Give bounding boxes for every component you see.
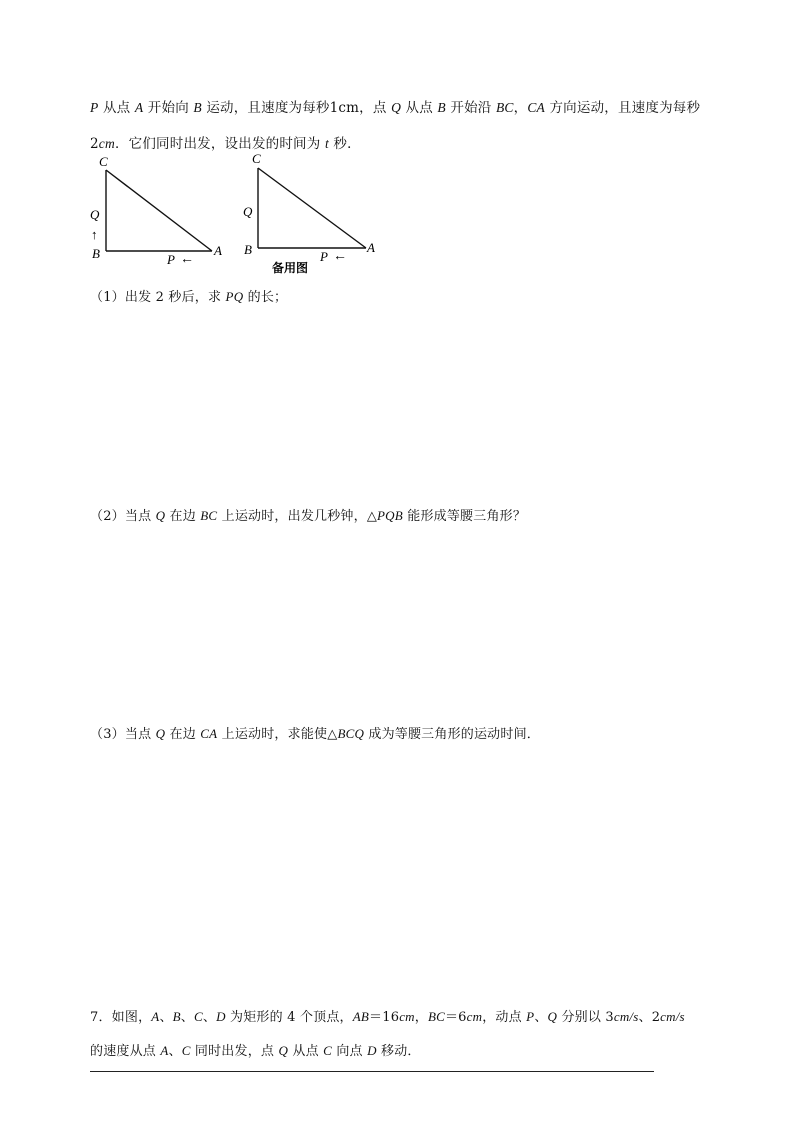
unit-cm: cm (98, 136, 115, 151)
unit-cm: cm (466, 1009, 483, 1024)
problem7-text-line1 (90, 1006, 685, 1025)
question-3 (90, 723, 540, 742)
unit-speed: cm/s (660, 1009, 685, 1024)
var-P: P (90, 100, 99, 115)
var-Q: Q (155, 726, 166, 741)
spare-figure-caption: 备用图 (272, 261, 309, 275)
var-B: B (437, 100, 446, 115)
var-Q: Q (391, 100, 402, 115)
label-C: C (99, 154, 108, 169)
var-D: D (367, 1043, 377, 1058)
var-CA: CA (200, 726, 218, 741)
arrow-left-icon: ← (180, 252, 194, 267)
footer-divider (90, 1071, 654, 1072)
var-C: C (194, 1009, 203, 1024)
text: （2）当点 (90, 509, 156, 524)
label-Q: Q (90, 207, 100, 222)
edge-CA (106, 170, 212, 251)
text: ．它们同时出发，设出发的时间为 (114, 136, 325, 152)
var-A: A (160, 1043, 169, 1058)
problem7-text-line2 (90, 1040, 421, 1059)
unit-speed: cm/s (613, 1009, 639, 1024)
var-Q: Q (278, 1043, 289, 1058)
triangle-figure-main (82, 148, 232, 268)
var-t: t (324, 136, 329, 151)
var-B: B (193, 100, 202, 115)
var-Q: Q (547, 1009, 558, 1024)
label-A: A (367, 240, 375, 255)
text: 在边 (165, 727, 201, 742)
arrow-left-icon: ← (333, 249, 347, 264)
var-BC: BC (200, 508, 218, 523)
var-D: D (216, 1009, 226, 1024)
text: 的速度从点 (90, 1044, 161, 1059)
var-B: B (172, 1009, 181, 1024)
label-P: P (167, 252, 175, 267)
text: 上运动时，出发几秒钟，△ (217, 509, 378, 524)
var-PQB: PQB (377, 508, 403, 523)
text: 移动． (376, 1044, 421, 1059)
label-A: A (214, 243, 222, 258)
text: 分别以 3 (557, 1010, 614, 1025)
text: 的长； (243, 290, 288, 305)
text: 在边 (165, 509, 201, 524)
label-Q: Q (243, 204, 253, 219)
text: （1）出发 2 秒后，求 (90, 290, 226, 305)
text: 、 (534, 1010, 548, 1025)
var-BC: BC (427, 1009, 445, 1024)
text: 、 (202, 1010, 217, 1025)
text: 能形成等腰三角形？ (402, 509, 527, 524)
text: 向点 (332, 1044, 368, 1059)
text: ＝6 (444, 1010, 467, 1025)
question-2 (90, 505, 526, 524)
edge-CA (258, 168, 366, 248)
text: 方向运动，且速度为每秒 (544, 100, 701, 116)
text: （3）当点 (90, 727, 156, 742)
label-C: C (252, 151, 261, 166)
var-P: P (526, 1009, 535, 1024)
var-Q: Q (155, 508, 166, 523)
text: 运动，且速度为每秒1cm，点 (201, 100, 392, 116)
var-BC: BC (495, 100, 514, 115)
var-BCQ: BCQ (337, 726, 365, 741)
text: ， (513, 100, 528, 116)
var-CA: CA (527, 100, 545, 115)
text: 从点 (401, 100, 438, 116)
text: 上运动时，求能使△ (217, 727, 338, 742)
unit-cm: cm (399, 1009, 415, 1024)
number: 2 (90, 136, 99, 152)
triangle-diagram-spare (238, 148, 388, 278)
text: 从点 (98, 100, 135, 116)
triangle-figure-spare (238, 148, 388, 278)
text: 、2 (638, 1010, 661, 1025)
var-PQ: PQ (225, 289, 244, 304)
question-1 (90, 286, 287, 305)
text: 、 (159, 1010, 173, 1025)
text: ＝16 (369, 1010, 400, 1025)
text: 同时出发，点 (190, 1044, 279, 1059)
text: 开始沿 (445, 100, 496, 116)
var-AB: AB (352, 1009, 370, 1024)
text: 、 (180, 1010, 194, 1025)
text: 成为等腰三角形的运动时间． (364, 727, 540, 742)
text: ，动点 (482, 1010, 527, 1025)
text: 7．如图， (90, 1010, 152, 1025)
problem6-text-line1 (90, 96, 700, 116)
label-P: P (320, 249, 328, 264)
text: 秒． (328, 136, 361, 152)
label-B: B (244, 242, 252, 257)
text: 从点 (288, 1044, 324, 1059)
triangle-diagram (82, 148, 232, 268)
var-A: A (134, 100, 144, 115)
var-C: C (181, 1043, 191, 1058)
var-C: C (323, 1043, 332, 1058)
var-A: A (151, 1009, 160, 1024)
text: 为矩形的 4 个顶点， (225, 1010, 353, 1025)
text: 、 (168, 1044, 182, 1059)
arrow-up-icon: ↑ (91, 227, 98, 242)
label-B: B (92, 246, 100, 261)
text: ， (414, 1010, 428, 1025)
text: 开始向 (143, 100, 194, 116)
